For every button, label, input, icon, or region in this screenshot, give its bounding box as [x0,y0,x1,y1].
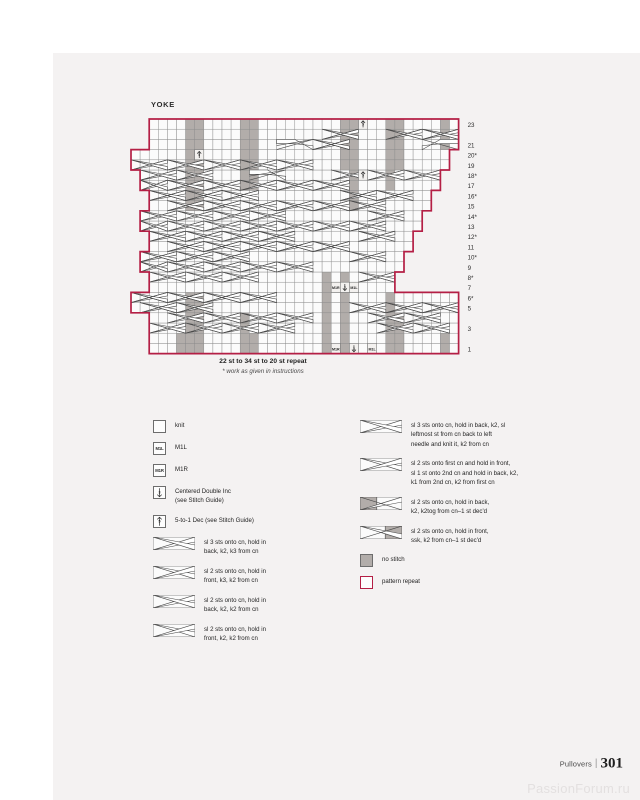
svg-text:M1R: M1R [331,286,340,291]
svg-text:3: 3 [353,346,355,351]
legend-label-line: k2, k2tog from cn–1 st dec'd [411,508,488,516]
svg-text:5: 5 [158,519,161,524]
row-label: 17 [467,183,475,191]
row-label: 14* [467,213,477,221]
chart-caption [53,358,473,375]
legend-item [360,576,590,589]
legend-label [204,537,266,557]
legend-label-line: no stitch [382,556,405,564]
legend-label-line: needle and knit it, k2 from cn [411,440,489,448]
row-label: 10* [467,254,477,262]
row-label: 12* [467,234,477,242]
legend-symbol [153,420,166,433]
legend-label [411,497,489,517]
legend-label-line: sl 2 sts onto first cn and hold in front, [411,460,511,468]
row-label: 6* [467,295,474,303]
legend-symbol [360,526,402,539]
legend-symbol [360,420,402,433]
legend-label-line: sl 2 sts onto cn, hold in [204,625,266,633]
legend-label-line: M1L [175,444,187,451]
row-label: 18* [467,172,477,180]
row-label: 15 [467,203,475,211]
legend-label-line: sl 2 sts onto cn, hold in [204,567,266,575]
cable-2-front-k2k2 [153,624,195,637]
legend-column-left [153,420,368,652]
legend-item [153,624,368,644]
legend-symbol [153,486,166,499]
legend-label-line: pattern repeat [382,578,420,586]
row-label: 21 [467,142,475,150]
cable-2-front-ssk-dec [360,526,402,539]
legend-item [153,566,368,586]
legend-symbol [360,554,373,567]
legend-item [360,526,590,546]
legend-label [382,576,420,586]
legend-label-line: k1 from 2nd cn, k2 from first cn [411,479,495,487]
legend-label [204,595,266,615]
cable-2-back-k2k2 [153,595,195,608]
knit-swatch [153,420,166,433]
legend-item [153,464,368,477]
cable-3-back-slip-return [360,420,402,433]
legend-label-line: front, k2, k2 from cn [204,634,258,642]
legend-symbol [153,595,195,608]
legend-symbol [360,458,402,471]
row-label: 19 [467,162,475,170]
legend-item [153,420,368,433]
legend-label-line: back, k2, k2 from cn [204,606,259,614]
legend-label-line: sl 2 sts onto cn, hold in back, [411,498,490,506]
footer-section: Pullovers [559,759,592,769]
page-number: 301 [600,755,623,772]
svg-text:3: 3 [158,490,161,495]
legend-label-line: knit [175,422,185,429]
legend-item [360,458,590,487]
cable-two-cn [360,458,402,471]
pattern-repeat-swatch [360,576,373,589]
legend-symbol [153,442,166,455]
legend-item [360,420,590,449]
legend-symbol [153,566,195,579]
legend-label-line: sl 3 sts onto cn, hold in back, k2, sl [411,422,506,429]
legend-label [175,420,184,430]
legend-symbol [153,464,166,477]
legend-symbol [360,576,373,589]
legend-label [175,442,187,452]
svg-text:M1L: M1L [368,347,376,352]
legend-label-line: Centered Double Inc [175,488,231,495]
row-label: 23 [467,121,475,129]
row-label: 8* [467,274,474,282]
page-footer [53,755,640,773]
cable-2-back-k2tog-dec [360,497,402,510]
centered-double-inc [153,486,166,499]
legend-label-line: front, k3, k2 from cn [204,577,258,585]
row-label: 3 [467,325,472,333]
legend-label [411,526,489,546]
cable-2-front-k3k2 [153,566,195,579]
legend-label [175,486,231,506]
legend-label [204,566,266,586]
legend-label-line: ssk, k2 from cn–1 st dec'd [411,536,482,544]
legend-column-right [360,420,590,598]
row-label: 9 [467,264,472,272]
row-label: 7 [467,285,472,293]
legend-symbol [153,537,195,550]
watermark: PassionForum.ru [527,781,630,796]
legend-label-line: sl 3 sts onto cn, hold in [204,538,266,546]
row-label: 11 [467,244,475,252]
legend-label-line: leftmost st from cn back to left [411,431,492,439]
legend-label-line: sl 1 st onto 2nd cn and hold in back, k2, [411,469,519,477]
legend-item [153,595,368,615]
legend-item [153,442,368,455]
row-label: 13 [467,223,475,231]
legend-item [153,537,368,557]
row-number-labels [468,122,478,353]
legend-symbol [153,515,166,528]
m1l-box: M1L [153,442,166,455]
legend-label [175,515,254,525]
footer-separator: | [594,758,598,770]
legend-item [153,515,368,528]
legend-label-line: 5-to-1 Dec (see Stitch Guide) [175,516,254,524]
legend-label [411,420,505,449]
legend-label-line: back, k2, k3 from cn [204,548,259,556]
row-label: 20* [467,152,477,160]
legend-symbol [153,624,195,637]
row-label: 16* [467,193,477,201]
row-label: 5 [467,305,472,313]
chart-title: YOKE [151,100,175,109]
legend-label [382,554,405,564]
row-label: 1 [467,346,472,354]
caption-repeat: 22 st to 34 st to 20 st repeat [219,358,307,365]
legend-item [360,554,590,567]
caption-note: * work as given in instructions [222,368,304,375]
svg-text:5: 5 [362,122,364,127]
legend-label [175,464,188,474]
page-canvas [53,53,640,800]
legend-label-line: (see Stitch Guide) [175,497,224,505]
legend-label-line: sl 2 sts onto cn, hold in front, [411,527,489,535]
svg-text:5: 5 [362,173,364,178]
legend-item [360,497,590,517]
legend-symbol [360,497,402,510]
five-to-one-dec [153,515,166,528]
cable-3-back-k2k3 [153,537,195,550]
no-stitch-swatch [360,554,373,567]
legend-label [204,624,266,644]
svg-text:3: 3 [343,285,346,290]
legend-label-line: M1R [175,466,188,473]
legend-label [411,458,518,487]
m1r-box: M1R [153,464,166,477]
legend-item [153,486,368,506]
svg-text:M1L: M1L [350,286,358,291]
svg-text:M1R: M1R [331,347,340,352]
legend-label-line: sl 2 sts onto cn, hold in [204,596,266,604]
svg-text:5: 5 [198,153,201,157]
